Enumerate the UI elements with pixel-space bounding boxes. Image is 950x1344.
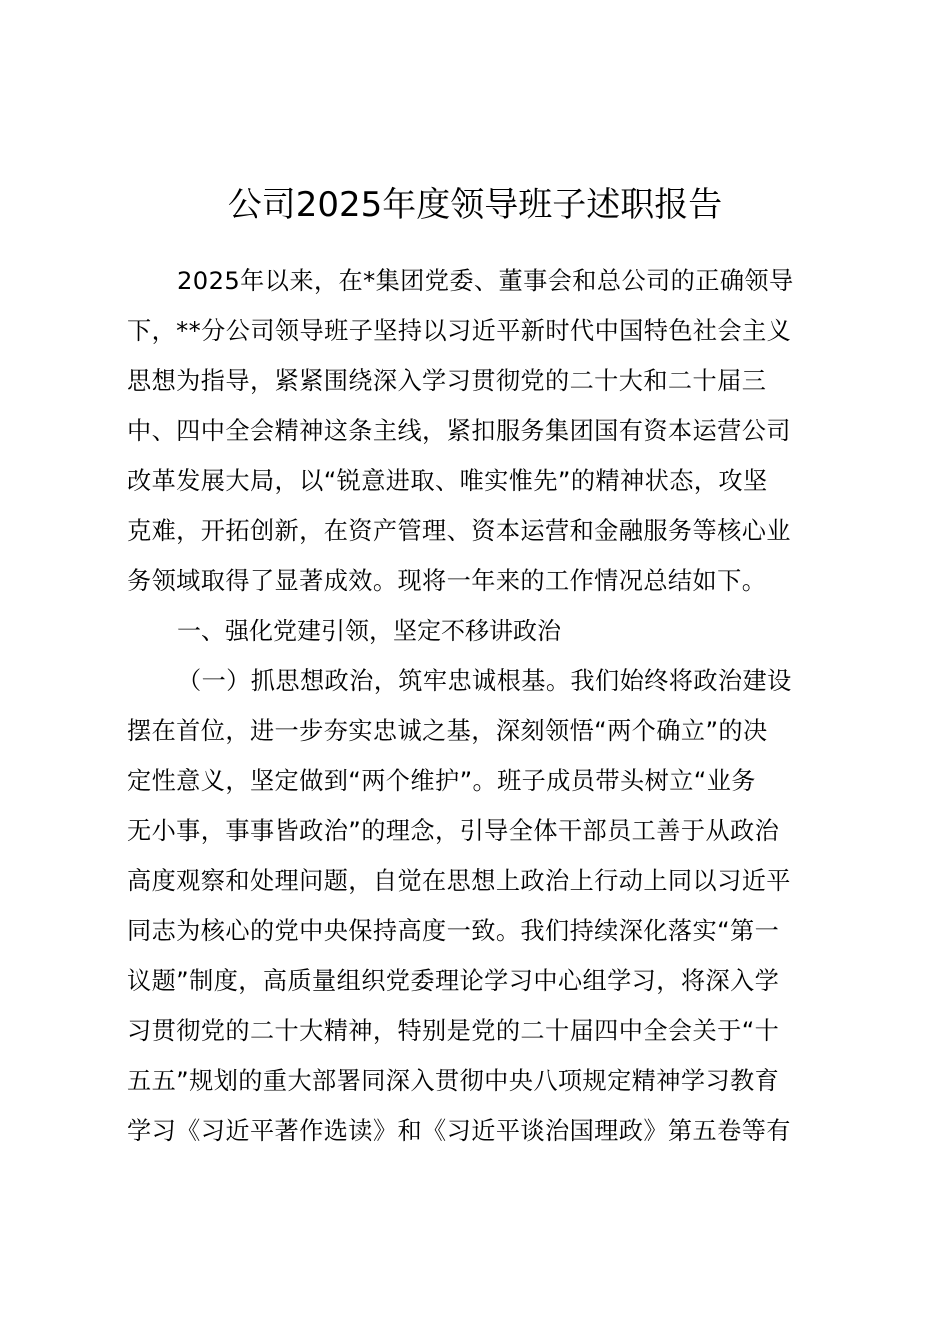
paragraph-line: 思想为指导，紧紧围绕深入学习贯彻党的二十大和二十届三 [127,367,767,395]
paragraph-line: 学习《习近平著作选读》和《习近平谈治国理政》第五卷等有 [127,1117,791,1145]
paragraph-line: 改革发展大局，以“锐意进取、唯实惟先”的精神状态，攻坚 [127,467,768,495]
paragraph-line: 同志为核心的党中央保持高度一致。我们持续深化落实“第一 [127,917,780,945]
intro-paragraph [127,256,837,606]
paragraph-line: 无小事，事事皆政治”的理念，引导全体干部员工善于从政治 [127,817,780,845]
paragraph-line: 习贯彻党的二十大精神，特别是党的二十届四中全会关于“十 [127,1017,780,1045]
subsection-paragraph [127,656,837,1156]
document-title: 公司2025年度领导班子述职报告 [227,185,723,225]
paragraph-line: 议题”制度，高质量组织党委理论学习中心组学习，将深入学 [127,967,780,995]
paragraph-line: 五五”规划的重大部署同深入贯彻中央八项规定精神学习教育 [127,1067,780,1095]
paragraph-line: 下，**分公司领导班子坚持以习近平新时代中国特色社会主义 [127,317,792,345]
paragraph-line: （一）抓思想政治，筑牢忠诚根基。我们始终将政治建设 [177,667,792,695]
paragraph-line: 克难，开拓创新，在资产管理、资本运营和金融服务等核心业 [127,517,791,545]
paragraph-line: 定性意义，坚定做到“两个维护”。班子成员带头树立“业务 [127,767,756,795]
paragraph-line: 摆在首位，进一步夯实忠诚之基，深刻领悟“两个确立”的决 [127,717,768,745]
paragraph-line: 高度观察和处理问题，自觉在思想上政治上行动上同以习近平 [127,867,791,895]
paragraph-line: 中、四中全会精神这条主线，紧扣服务集团国有资本运营公司 [127,417,791,445]
document-body [127,256,837,1156]
paragraph-line: 务领域取得了显著成效。现将一年来的工作情况总结如下。 [127,567,767,595]
section-heading [127,606,837,656]
paragraph-line: 2025年以来，在*集团党委、董事会和总公司的正确领导 [177,267,794,295]
section-heading-text: 一、强化党建引领，坚定不移讲政治 [177,617,561,645]
